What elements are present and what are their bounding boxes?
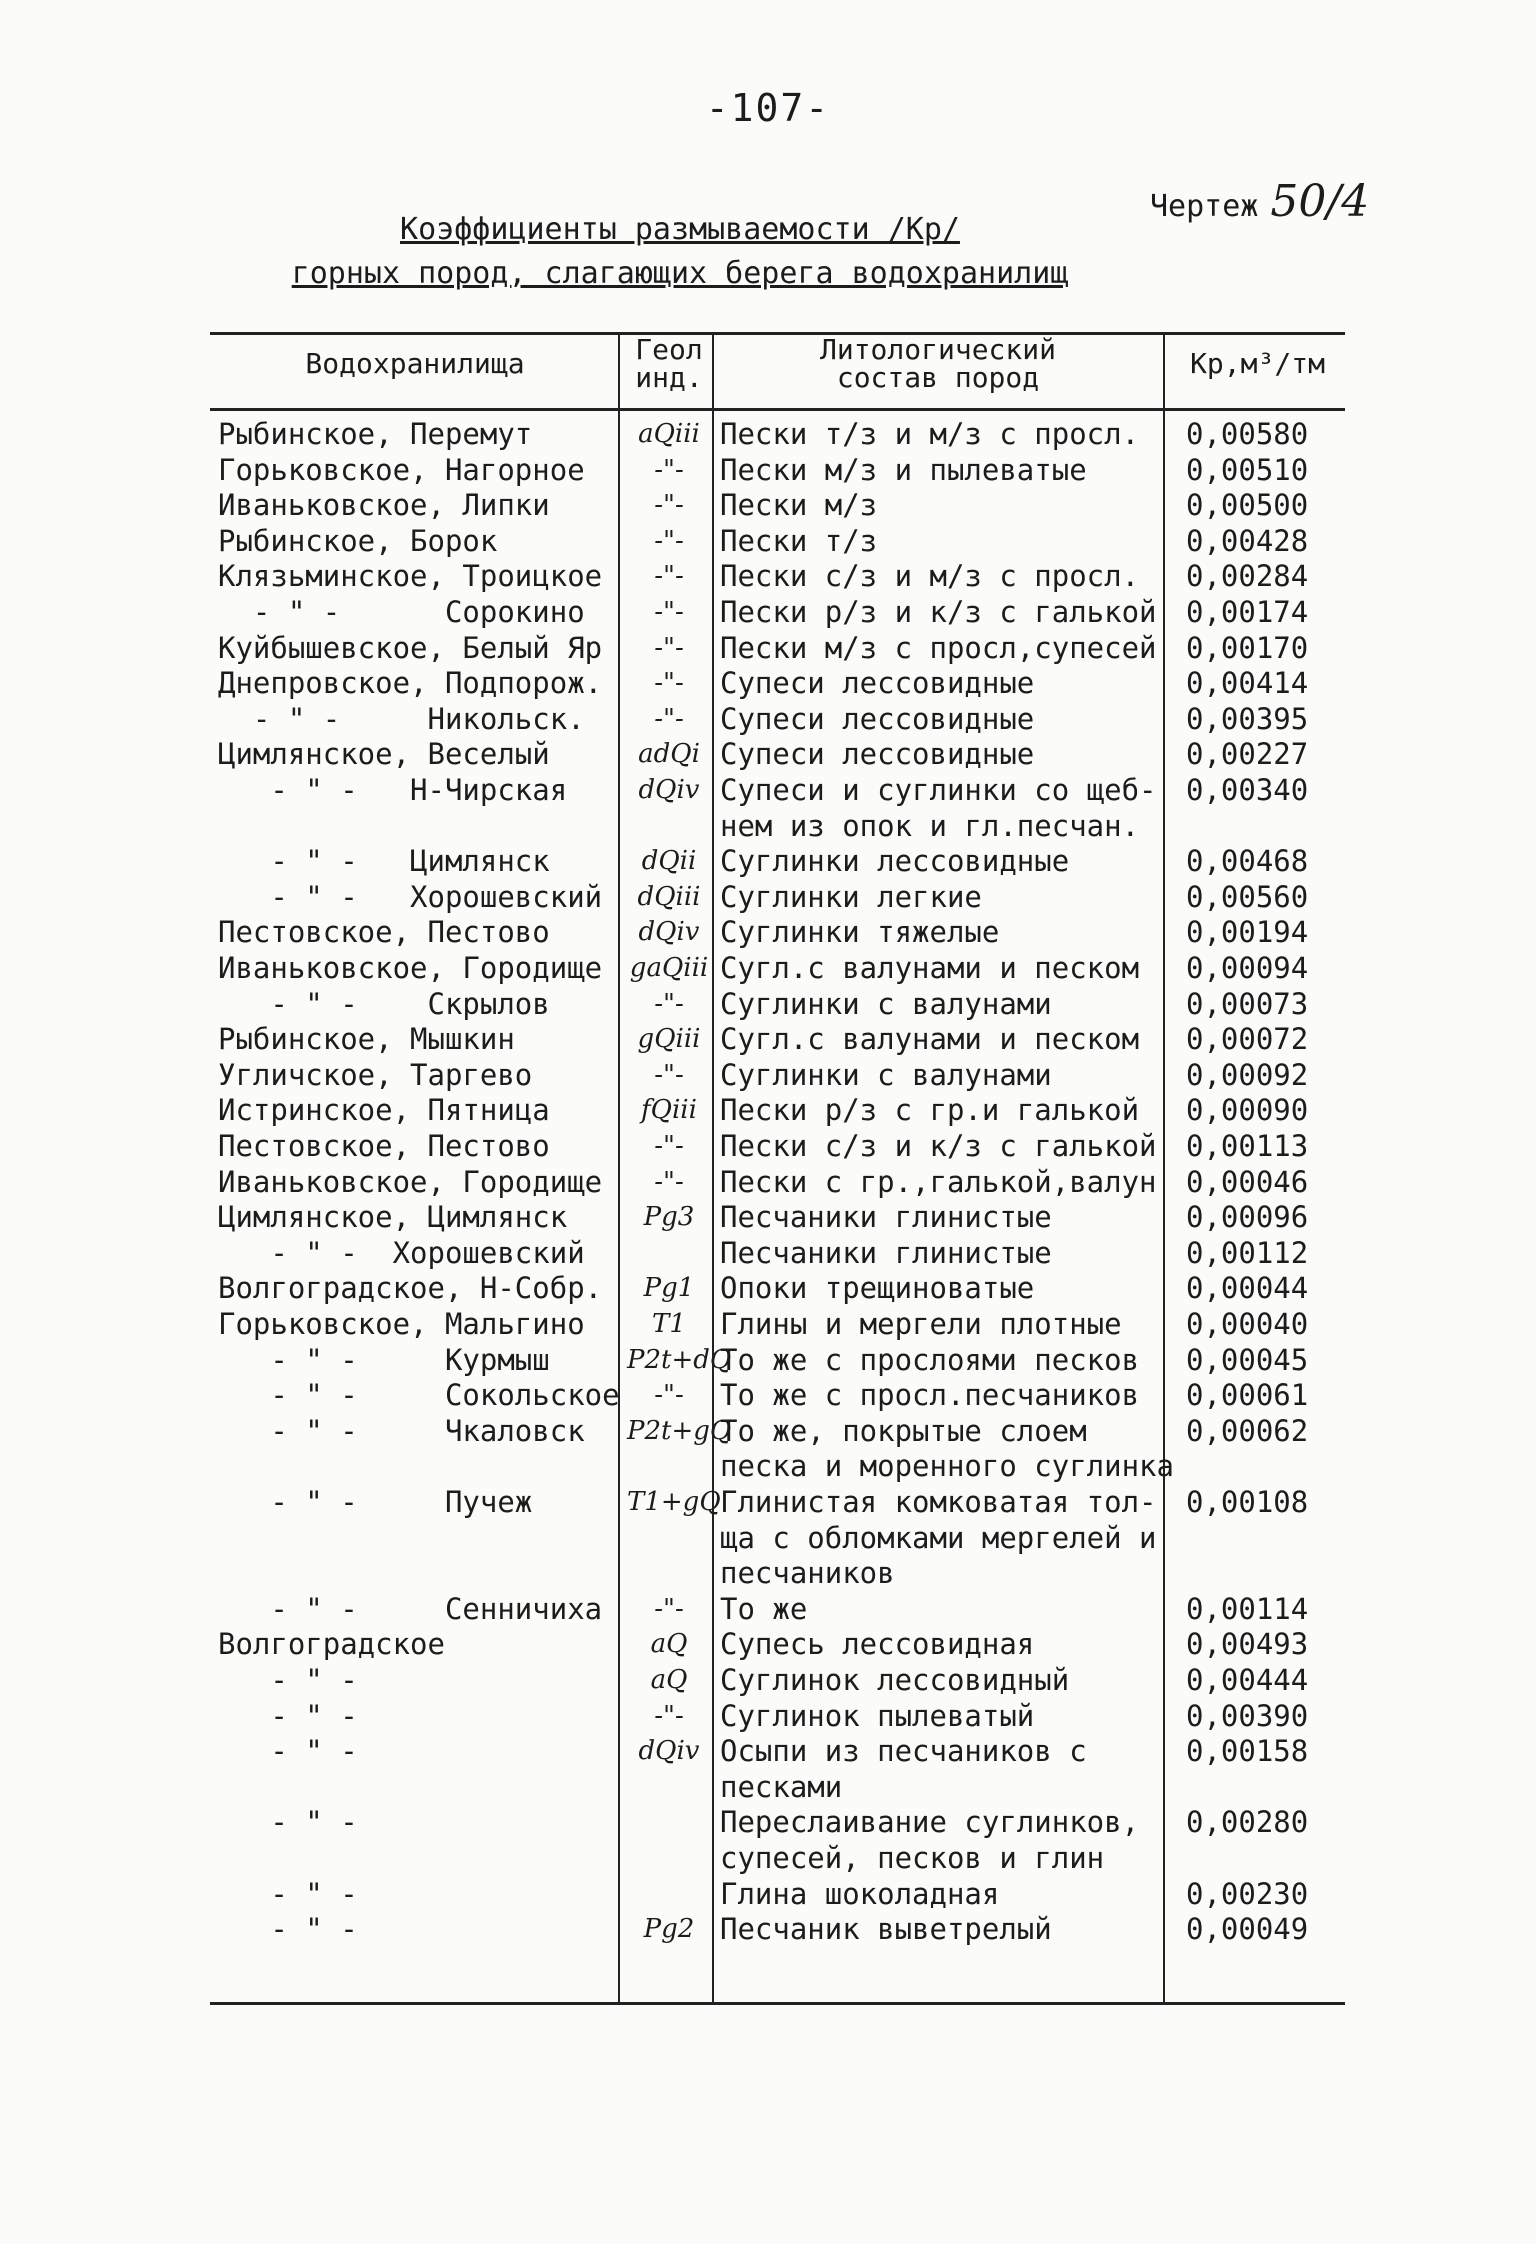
geol-index-cell: -"- bbox=[654, 988, 684, 1019]
coefficient-cell: 0,00395 bbox=[1186, 701, 1309, 736]
coefficient-cell: 0,00580 bbox=[1186, 417, 1309, 451]
header-reservoirs: Водохранилища bbox=[305, 347, 525, 380]
geol-index-cell: Pg2 bbox=[643, 1914, 695, 1945]
lithology-cell: Супесь лессовидная bbox=[720, 1627, 1035, 1662]
drawing-number: 50/4 bbox=[1270, 176, 1370, 227]
coefficient-cell: 0,00072 bbox=[1186, 1022, 1309, 1057]
reservoir-cell: Рыбинское, Перемут bbox=[218, 417, 533, 451]
geol-index-cell: dQii bbox=[641, 846, 697, 877]
lithology-cell: Супеси и суглинки со щеб- bbox=[720, 773, 1157, 807]
lithology-cell: Пески с гр.,галькой,валун bbox=[720, 1164, 1157, 1199]
geol-index-cell: dQiii bbox=[637, 881, 701, 912]
lithology-cell: Песчаники глинистые bbox=[720, 1200, 1052, 1235]
reservoir-cell: Цимлянское, Веселый bbox=[218, 737, 550, 772]
geol-index-cell: -"- bbox=[654, 1059, 684, 1090]
reservoir-cell: Клязьминское, Троицкое bbox=[218, 559, 603, 594]
reservoir-cell: - " - Хорошевский bbox=[218, 879, 603, 914]
lithology-cell: Пески т/з и м/з с просл. bbox=[720, 417, 1140, 451]
table-title-line2: горных пород, слагающих берега водохранилищ bbox=[291, 256, 1069, 291]
lithology-cell: Глинистая комковатая тол- bbox=[720, 1485, 1157, 1519]
geol-index-cell: fQiii bbox=[641, 1095, 697, 1126]
coefficient-cell: 0,00170 bbox=[1186, 630, 1309, 665]
column-divider-1 bbox=[618, 332, 620, 2002]
coefficient-cell: 0,00428 bbox=[1186, 523, 1309, 558]
coefficient-cell: 0,00444 bbox=[1186, 1663, 1309, 1697]
reservoir-cell: - " - Сорокино bbox=[218, 595, 585, 629]
reservoir-cell: Горьковское, Нагорное bbox=[218, 452, 585, 487]
lithology-cell: Сугл.с валунами и песком bbox=[720, 951, 1140, 985]
lithology-cell: Пески р/з с гр.и галькой bbox=[720, 1093, 1140, 1128]
coefficient-cell: 0,00073 bbox=[1186, 986, 1309, 1021]
lithology-cell: песчаников bbox=[720, 1556, 895, 1591]
coefficient-cell: 0,00112 bbox=[1186, 1235, 1309, 1270]
coefficient-cell: 0,00194 bbox=[1186, 915, 1309, 950]
coefficient-cell: 0,00390 bbox=[1186, 1698, 1309, 1733]
reservoir-cell: Куйбышевское, Белый Яр bbox=[218, 630, 603, 665]
coefficient-cell: 0,00061 bbox=[1186, 1378, 1309, 1413]
geol-index-cell: T1 bbox=[652, 1309, 686, 1339]
lithology-cell: То же, покрытые слоем bbox=[720, 1413, 1087, 1448]
reservoir-cell: Рыбинское, Борок bbox=[218, 523, 498, 558]
coefficient-cell: 0,00174 bbox=[1186, 595, 1309, 629]
lithology-cell: Суглинки лессовидные bbox=[720, 844, 1070, 879]
lithology-cell: Суглинки тяжелые bbox=[720, 915, 1000, 950]
coefficient-cell: 0,00096 bbox=[1186, 1200, 1309, 1235]
geol-index-cell: gaQiii bbox=[629, 953, 709, 983]
lithology-cell: песками bbox=[720, 1769, 843, 1804]
geol-index-cell: -"- bbox=[654, 703, 684, 734]
geol-index-cell: -"- bbox=[654, 454, 684, 485]
lithology-cell: Глина шоколадная bbox=[720, 1876, 1000, 1911]
coefficient-cell: 0,00045 bbox=[1186, 1342, 1309, 1377]
header-coefficient: Кр,м³/тм bbox=[1190, 347, 1325, 380]
reservoir-cell: - " - Пучеж bbox=[218, 1485, 533, 1519]
page-number: -107- bbox=[705, 86, 831, 130]
geol-index-cell: Pg3 bbox=[643, 1202, 695, 1233]
geol-index-cell: gQiii bbox=[637, 1024, 701, 1055]
table-top-rule bbox=[210, 332, 1345, 335]
coefficient-cell: 0,00040 bbox=[1186, 1307, 1309, 1341]
coefficient-cell: 0,00090 bbox=[1186, 1093, 1309, 1128]
geol-index-cell: -"- bbox=[654, 1166, 684, 1197]
table-title-line1: Коэффициенты размываемости /Кр/ bbox=[400, 212, 960, 247]
lithology-cell: Осыпи из песчаников с bbox=[720, 1734, 1087, 1769]
reservoir-cell: - " - Сокольское bbox=[218, 1378, 620, 1413]
lithology-cell: Пески с/з и к/з с галькой bbox=[720, 1129, 1157, 1163]
lithology-cell: Пески м/з с просл,супесей bbox=[720, 630, 1157, 665]
coefficient-cell: 0,00493 bbox=[1186, 1627, 1309, 1662]
lithology-cell: Глины и мергели плотные bbox=[720, 1307, 1122, 1341]
lithology-cell: Суглинки легкие bbox=[720, 879, 982, 914]
header-lithology bbox=[718, 333, 1158, 394]
lithology-cell: ща с обломками мергелей и bbox=[720, 1520, 1157, 1555]
coefficient-cell: 0,00108 bbox=[1186, 1485, 1309, 1519]
geol-index-cell: -"- bbox=[654, 668, 684, 699]
reservoir-cell: Днепровское, Подпорож. bbox=[218, 666, 603, 701]
coefficient-cell: 0,00044 bbox=[1186, 1271, 1309, 1306]
geol-index-cell: aQiii bbox=[638, 419, 700, 449]
coefficient-cell: 0,00280 bbox=[1186, 1805, 1309, 1840]
reservoir-cell: - " - bbox=[218, 1912, 358, 1947]
header-lithology-line1: Литологический bbox=[819, 333, 1056, 366]
reservoir-cell: - " - bbox=[218, 1663, 358, 1697]
geol-index-cell: -"- bbox=[654, 597, 684, 627]
geol-index-cell: -"- bbox=[654, 490, 684, 521]
reservoir-cell: - " - Цимлянск bbox=[218, 844, 550, 879]
lithology-cell: нем из опок и гл.песчан. bbox=[720, 808, 1140, 843]
drawing-label: Чертеж bbox=[1150, 189, 1259, 224]
geol-index-cell: -"- bbox=[654, 632, 684, 663]
reservoir-cell: Волгоградское bbox=[218, 1627, 445, 1662]
lithology-cell: Суглинок лессовидный bbox=[720, 1663, 1070, 1697]
lithology-cell: То же с просл.песчаников bbox=[720, 1378, 1140, 1413]
table-bottom-rule bbox=[210, 2002, 1345, 2005]
geol-index-cell: adQi bbox=[638, 739, 700, 770]
lithology-cell: Переслаивание суглинков, bbox=[720, 1805, 1140, 1840]
geol-index-cell: aQ bbox=[650, 1629, 688, 1660]
lithology-cell: Песчаники глинистые bbox=[720, 1235, 1052, 1270]
geol-index-cell: T1+gQ bbox=[627, 1487, 721, 1517]
coefficient-cell: 0,00230 bbox=[1186, 1876, 1309, 1911]
geol-index-cell: -"- bbox=[654, 561, 684, 592]
coefficient-cell: 0,00340 bbox=[1186, 773, 1309, 807]
reservoir-cell: - " - bbox=[218, 1805, 358, 1840]
coefficient-cell: 0,00114 bbox=[1186, 1591, 1309, 1626]
coefficient-cell: 0,00560 bbox=[1186, 879, 1309, 914]
coefficient-cell: 0,00113 bbox=[1186, 1129, 1309, 1163]
reservoir-cell: Иваньковское, Липки bbox=[218, 488, 550, 523]
column-divider-3 bbox=[1163, 332, 1165, 2002]
coefficient-cell: 0,00046 bbox=[1186, 1164, 1309, 1199]
reservoir-cell: - " - Скрылов bbox=[218, 986, 550, 1021]
geol-index-cell: aQ bbox=[650, 1665, 688, 1695]
lithology-cell: песка и моренного суглинка bbox=[720, 1449, 1174, 1484]
lithology-cell: Суглинки с валунами bbox=[720, 986, 1052, 1021]
coefficient-cell: 0,00468 bbox=[1186, 844, 1309, 879]
reservoir-cell: - " - bbox=[218, 1876, 358, 1911]
header-geol-index bbox=[624, 333, 714, 394]
lithology-cell: То же bbox=[720, 1591, 808, 1626]
coefficient-cell: 0,00092 bbox=[1186, 1057, 1309, 1092]
coefficient-cell: 0,00227 bbox=[1186, 737, 1309, 772]
geol-index-cell: -"- bbox=[654, 1131, 684, 1161]
header-lithology-line2: состав пород bbox=[836, 361, 1040, 394]
reservoir-cell: Иваньковское, Городище bbox=[218, 1164, 603, 1199]
header-geol-line1: Геол bbox=[635, 333, 703, 366]
reservoir-cell: Рыбинское, Мышкин bbox=[218, 1022, 515, 1057]
reservoir-cell: - " - Хорошевский bbox=[218, 1235, 585, 1270]
lithology-cell: супесей, песков и глин bbox=[720, 1841, 1105, 1875]
geol-index-cell: P2t+dQ bbox=[627, 1344, 732, 1375]
lithology-cell: Суглинки с валунами bbox=[720, 1057, 1052, 1092]
lithology-cell: Супеси лессовидные bbox=[720, 701, 1035, 736]
lithology-cell: Супеси лессовидные bbox=[720, 737, 1035, 772]
geol-index-cell: dQiv bbox=[638, 917, 700, 948]
geol-index-cell: -"- bbox=[654, 1380, 684, 1411]
lithology-cell: Пески м/з bbox=[720, 488, 878, 523]
coefficient-cell: 0,00284 bbox=[1186, 559, 1309, 594]
geol-index-cell: -"- bbox=[654, 525, 684, 556]
reservoir-cell: - " - Курмыш bbox=[218, 1342, 550, 1377]
coefficient-cell: 0,00414 bbox=[1186, 666, 1309, 701]
coefficient-cell: 0,00158 bbox=[1186, 1734, 1309, 1769]
drawing-reference bbox=[1150, 176, 1369, 227]
coefficient-cell: 0,00500 bbox=[1186, 488, 1309, 523]
reservoir-cell: Истринское, Пятница bbox=[218, 1093, 550, 1128]
geol-index-cell: P2t+gQ bbox=[627, 1415, 732, 1446]
column-divider-2 bbox=[712, 332, 714, 2002]
lithology-cell: Сугл.с валунами и песком bbox=[720, 1022, 1140, 1057]
reservoir-cell: - " - Н-Чирская bbox=[218, 773, 568, 807]
reservoir-cell: Иваньковское, Городище bbox=[218, 951, 603, 985]
geol-index-cell: -"- bbox=[654, 1593, 684, 1624]
geol-index-cell: dQiv bbox=[638, 775, 700, 805]
lithology-cell: Опоки трещиноватые bbox=[720, 1271, 1035, 1306]
coefficient-cell: 0,00094 bbox=[1186, 951, 1309, 985]
header-geol-line2: инд. bbox=[635, 361, 703, 394]
reservoir-cell: Пестовское, Пестово bbox=[218, 915, 550, 950]
reservoir-cell: Угличское, Таргево bbox=[218, 1057, 533, 1092]
lithology-cell: То же с прослоями песков bbox=[720, 1342, 1140, 1377]
reservoir-cell: Горьковское, Мальгино bbox=[218, 1307, 585, 1341]
lithology-cell: Суглинок пылеватый bbox=[720, 1698, 1035, 1733]
geol-index-cell: dQiv bbox=[638, 1736, 700, 1767]
header-bottom-rule bbox=[210, 408, 1345, 411]
coefficient-cell: 0,00510 bbox=[1186, 452, 1309, 487]
reservoir-cell: Пестовское, Пестово bbox=[218, 1129, 550, 1163]
lithology-cell: Песчаник выветрелый bbox=[720, 1912, 1052, 1947]
geol-index-cell: -"- bbox=[654, 1700, 684, 1731]
reservoir-cell: - " - Чкаловск bbox=[218, 1413, 585, 1448]
lithology-cell: Пески м/з и пылеватые bbox=[720, 452, 1087, 487]
lithology-cell: Супеси лессовидные bbox=[720, 666, 1035, 701]
geol-index-cell: Pg1 bbox=[643, 1273, 695, 1304]
coefficient-cell: 0,00049 bbox=[1186, 1912, 1309, 1947]
reservoir-cell: - " - bbox=[218, 1734, 358, 1769]
reservoir-cell: Волгоградское, Н-Собр. bbox=[218, 1271, 603, 1306]
reservoir-cell: Цимлянское, Цимлянск bbox=[218, 1200, 568, 1235]
reservoir-cell: - " - Никольск. bbox=[218, 701, 585, 736]
reservoir-cell: - " - Сенничиха bbox=[218, 1591, 603, 1626]
lithology-cell: Пески р/з и к/з с галькой bbox=[720, 595, 1157, 629]
lithology-cell: Пески с/з и м/з с просл. bbox=[720, 559, 1140, 594]
coefficient-cell: 0,00062 bbox=[1186, 1413, 1309, 1448]
lithology-cell: Пески т/з bbox=[720, 523, 878, 558]
reservoir-cell: - " - bbox=[218, 1698, 358, 1733]
